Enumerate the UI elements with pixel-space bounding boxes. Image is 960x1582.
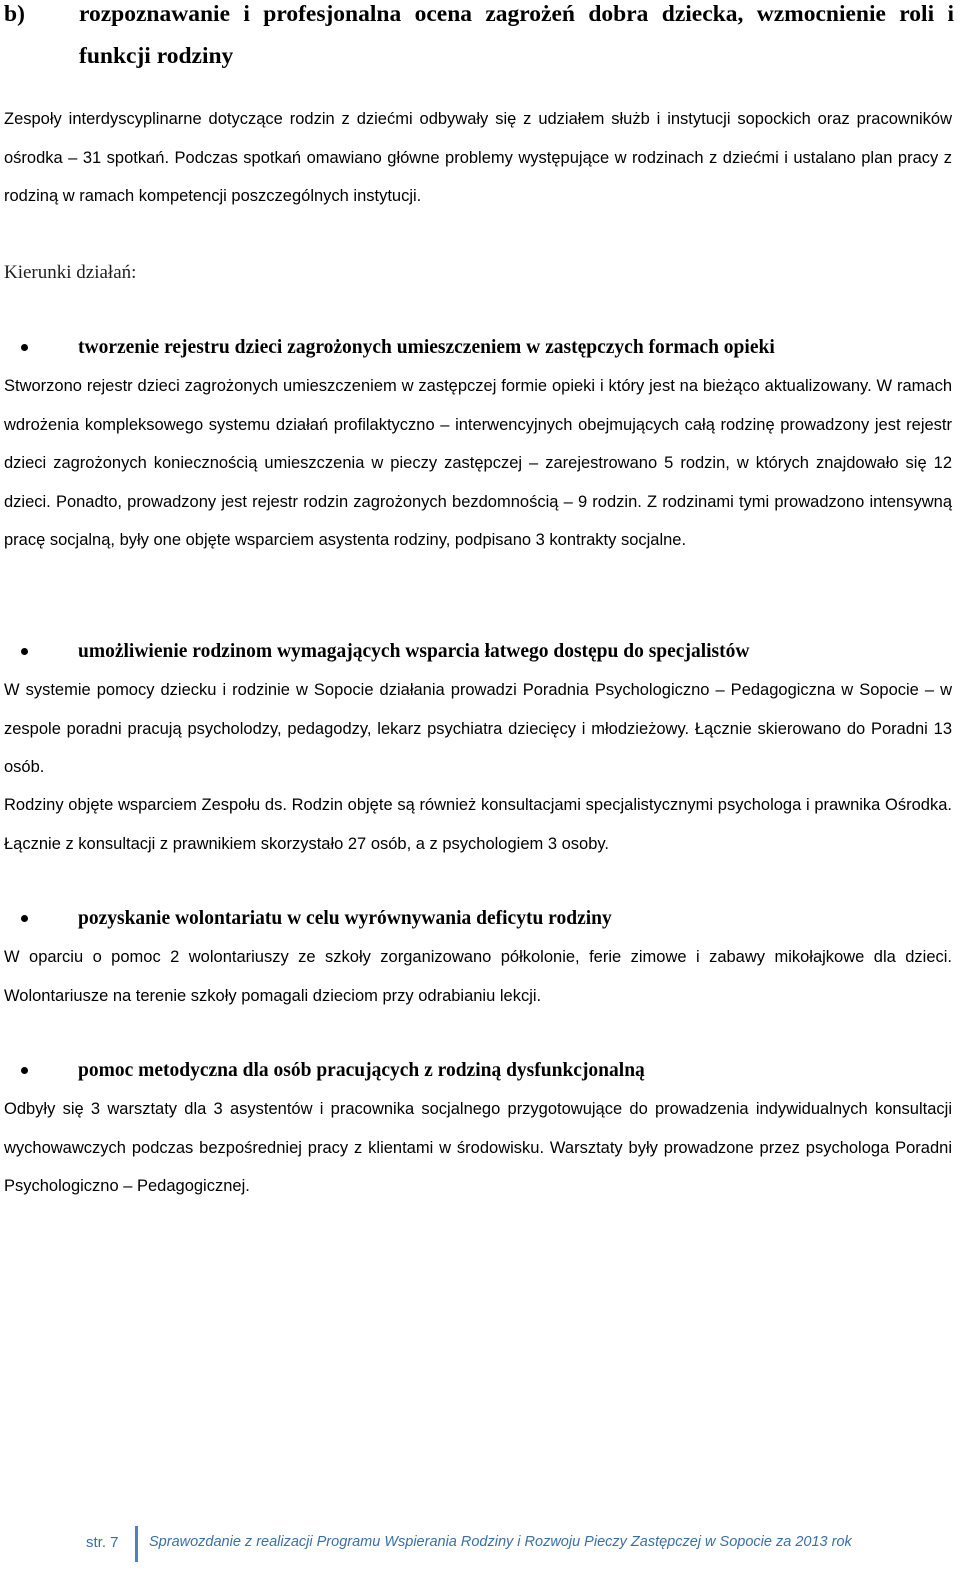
list-item-title: umożliwienie rodzinom wymagających wsparcia łatwego dostępu do specjalistów — [78, 641, 750, 662]
intro-paragraph: Zespoły interdyscyplinarne dotyczące rodzin z dziećmi odbywały się z udziałem służb i instytucji sopockich oraz pracowników ośrodka – 31 spotkań. Podczas spotkań omawiano główne problemy występujące w rodzinach z dziećmi i ustalano plan pracy z rodziną w ramach kompetencji poszczególnych instytucji. — [4, 110, 952, 205]
list-item-paragraph: W systemie pomocy dziecku i rodzinie w Sopocie działania prowadzi Poradnia Psychologiczno – Pedagogiczna w Sopocie – w zespole poradni pracują psycholodzy, pedagodzy, lekarz psychiatra dziecięcy i młodzieżowy. Łącznie skierowano do Poradni 13 osób. — [4, 681, 952, 776]
bullet-icon — [21, 648, 28, 655]
bullet-icon — [21, 1067, 28, 1074]
list-item-title: pomoc metodyczna dla osób pracujących z rodziną dysfunkcjonalną — [78, 1060, 645, 1081]
page-footer — [0, 1526, 960, 1562]
list-item — [0, 333, 952, 363]
list-item-paragraph: Rodziny objęte wsparciem Zespołu ds. Rodzin objęte są również konsultacjami specjalistycznymi psychologa i prawnika Ośrodka. Łącznie z konsultacji z prawnikiem skorzystało 27 osób, a z psychologiem 3 osoby. — [4, 796, 952, 853]
footer-divider — [135, 1526, 138, 1562]
page-number: str. 7 — [86, 1534, 119, 1551]
list-item-title: pozyskanie wolontariatu w celu wyrównywania deficytu rodziny — [78, 908, 612, 929]
bullet-icon — [21, 915, 28, 922]
section-marker: b) — [4, 1, 25, 27]
list-item-paragraph: Odbyły się 3 warsztaty dla 3 asystentów i pracownika socjalnego przygotowujące do prowadzenia indywidualnych konsultacji wychowawczych podczas bezpośredniej pracy z klientami w środowisku. Warsztaty były prowadzone przez psychologa Poradni Psychologiczno – Pedagogicznej. — [4, 1100, 952, 1195]
footer-text: Sprawozdanie z realizacji Programu Wspierania Rodziny i Rozwoju Pieczy Zastępczej w Sopocie za 2013 rok — [149, 1534, 852, 1550]
list-item-paragraph: Stworzono rejestr dzieci zagrożonych umieszczeniem w zastępczej formie opieki i który jest na bieżąco aktualizowany. W ramach wdrożenia kompleksowego systemu działań profilaktyczno – interwencyjnych obejmujących całą rodzinę prowadzony jest rejestr dzieci zagrożonych koniecznością umieszczenia w pieczy zastępczej – zarejestrowano 5 rodzin, w których znajdowało się 12 dzieci. Ponadto, prowadzony jest rejestr rodzin zagrożonych bezdomnością – 9 rodzin. Z rodzinami tymi prowadzono intensywną pracę socjalną, były one objęte wsparciem asystenta rodziny, podpisano 3 kontrakty socjalne. — [4, 377, 952, 549]
list-item-paragraph: W oparciu o pomoc 2 wolontariuszy ze szkoły zorganizowano półkolonie, ferie zimowe i zabawy mikołajkowe dla dzieci. Wolontariusze na terenie szkoły pomagali dzieciom przy odrabianiu lekcji. — [4, 948, 952, 1005]
list-item — [0, 904, 952, 934]
directions-heading: Kierunki działań: — [4, 262, 137, 283]
bullet-icon — [21, 344, 28, 351]
section-title: rozpoznawanie i profesjonalna ocena zagrożeń dobra dziecka, wzmocnienie roli i funkcji rodziny — [79, 1, 954, 69]
list-item — [0, 1056, 952, 1086]
section-heading — [4, 0, 954, 77]
list-item-title: tworzenie rejestru dzieci zagrożonych umieszczeniem w zastępczych formach opieki — [78, 337, 775, 358]
list-item — [0, 637, 952, 667]
